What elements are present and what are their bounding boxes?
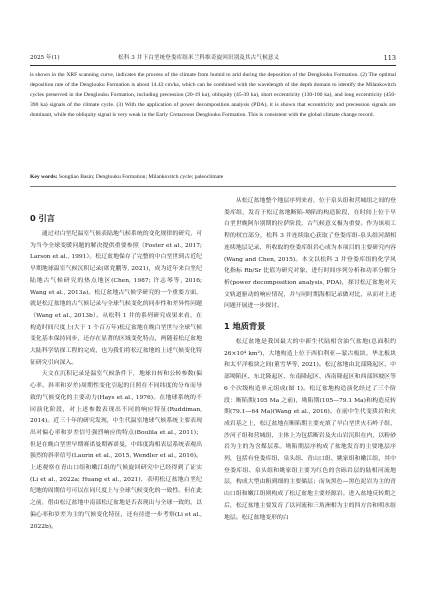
body-paragraph: 天文在沉积记录是温室气候条件下，地球自转和公转参数(偏心率、斜率和岁差)周期性变化引起的日照在不同纬度的分布而导致的气候变化的主要动力(Hays et al., 1976)。在地球系统的不同演化阶段，对上述参数表现出不同的响应特征(Ruddiman, 2014)。近三十年的研究发现，中生代温室地球气候系统主要表现出对偏心率和岁差信号强烈响应的特点(Boulila et al., 2011)；但是在晚白垩世早期赛诺曼期赛诺曼，中纬度海相表层系统表观出强烈的斜率信号(Laurin et al., 2015, Wendler et al., 2016)。上述观察在青山口组和嫩江组的气候旋回研究中已经得到了证实(Li et al., 2022a; Huang et al., 2021)，表明松辽盆地白垩纪纪地的周期信号可以在同尺度上与全球气候变化的一致性。但在此之前，借由松辽盆地中南部松辽盆地是否表现出与全球一致的，以偏心率和岁差为主的气候变化特征，还有待进一步考察(Li et al., 2022b)。	[30, 371, 202, 530]
section-heading-geology: 1 地质背景	[224, 321, 266, 331]
keywords-line	[30, 173, 396, 182]
issue-date: 2025 年(1)	[30, 55, 60, 61]
running-header	[30, 53, 396, 63]
right-column	[224, 196, 396, 313]
right-column-geology	[224, 337, 396, 524]
abstract-paragraph: is shown in the XRF scanning curve, indicates the process of the climate from humid to arid during the deposition of the Denglouku Formation. (2) The optimal deposition rate of the Denglouku Formation is about 14.43 cm/ka, which can be combined with the wavelength of the depth domain to identify the Milankovitch cycles preserved in the Denglouku Formation, including precession (20-19 ka), obliquity (45-39 ka), short eccentricity (130-100 ka), and long eccentricity (450-390 ka) signals of the climate cycle. (3) With the application of power decomposition analysis (PDA), it is shown that eccentricity and precession signals are dominant, while the obliquity signal is very weak in the Early Cretaceous Denglouku Formation. This is consistent with the global climate change record.	[30, 72, 396, 118]
body-paragraph: 松辽盆地是我国最大的中新生代陆相含油气盆地(总面积约 26×10⁴ km²)，大地构造上位于西伯利亚—蒙古板块、华北板块和太平洋板块之间(董雪华等, 2021)。松辽盆地由北部隆起区、中部坳陷区、东北隆起区、东南隆起区、西南隆起区和西部斜坡区等 6 个次级构造单元组成(图 1)。松辽盆地构造演化经过了三个阶段：断陷期(105 Ma 之前)，坳陷期(105—79.1 Ma)和构造反转期(79.1—64 Ma)(Wang et al., 2016)。在前中生代变质岩和火成岩基之上，松辽盆地在断陷期主要充填了早白垩世火石岭子组、沙河子组和营城组，主体上为包括断岩及火山岩沉积在内，以粉砂岩为主的为含煤层系。坳陷期层序构成了盆地发育的主要地层序列，包括有登娄库组、泉头组、青山口组、姚家组和嫩江组，其中登娄库组、泉头组和姚家组主要为红色的含砾岩层的陆相河流地层，构成大型由粗到细的主要储层；而灰黑色—黑色泥岩为主的青山口组和嫩江组则构成了松辽盆地主要烃源岩。进入盆地反转期之后，松辽盆地主要发育了以河流和三角洲相为主的四方台和明水组地层。松辽盆地变形的白	[224, 339, 396, 521]
left-column	[30, 229, 202, 533]
section-heading-intro: 0 引言	[30, 213, 55, 223]
english-abstract	[30, 71, 396, 121]
running-title: 松科 3 井下白垩统登娄库组米兰科维奇旋回识别及其古气候意义	[118, 55, 280, 61]
keywords-text: Songliao Basin; Denglouku Formation; Milankovitch cycle; paleoclimate	[58, 174, 224, 180]
header-divider	[30, 65, 396, 66]
keywords-divider	[30, 186, 396, 187]
keywords-label: Key words:	[30, 174, 58, 180]
page-number: 113	[383, 54, 396, 62]
body-paragraph: 从松辽盆地整个地层序列来看，位于泉头组和营城组之间的登娄库组，发育于松辽盆地断陷-坳陷的构造阶段，在时间上位于早白垩世晚阿尔别期的拉萨阶段，古气候意义极为重要。作为该项工程的权宜部分，松科 3 井连续取心获取了登娄库组-泉头组河湖相连续地层记录，所收取的登娄库组岩心成为本项目的主要研究内容(Wang and Chen, 2015)。本文以松科 3 井登娄库组的化学风化指标 Rb/Sr 比值为研究对象，进行时间序列分析和功率分解分析(power decomposition analysis, PDA)，探讨松辽盆地对天文轨道驱动的响应情况，并与同时期海相记录做对比，从而对上述问题开展进一步探讨。	[224, 198, 396, 310]
body-paragraph: 通过对白垩纪温室气候表陆地气候系统的变化规律的研究，可为当今全球变暖问题的解决提供重要参照（Foster et al., 2017; Larson et al., 1991）。松辽盆地保存了完整的中白垩世到古近纪早期地球温室气候沉积记录(席党鹏等, 2021)，成为近年来白垩纪陆地古气候研究的热点地区(Chen, 1987; 许志琴等, 2016; Wang et al., 2013a)。松辽盆地古气候学研究的一个重要方面，就是松辽盆地的古气候记录与全球气候变化的同步性和差异性问题（Wang et al., 2013b）。从松科 1 井的系列研究成果来看，在构造时间尺度上(大于 1 个百万年)松辽盆地在晚白垩世与全球气候变化基本保持同步，还存在显著的区域变化特点，两随着松辽盆地大陆科学钻探工程的完成，也为我们将松辽盆地的上述气候变化特征研究引向深入。	[30, 231, 202, 366]
